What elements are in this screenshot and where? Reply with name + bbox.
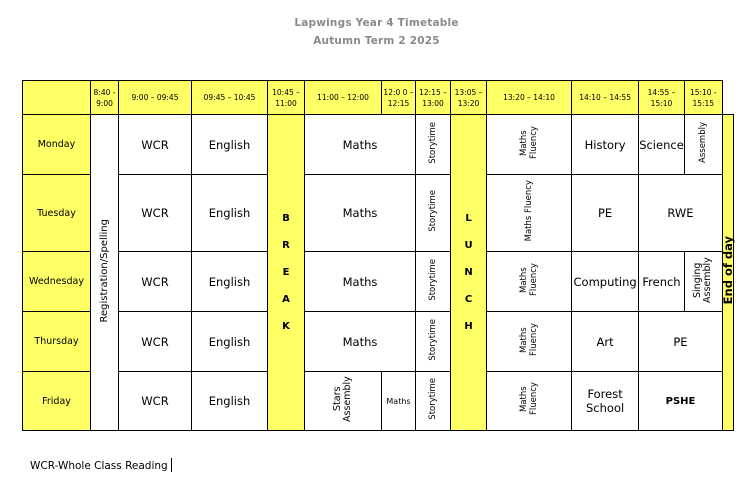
fluency-label: Maths Fluency [524, 180, 534, 242]
day-label-tuesday: Tuesday [23, 175, 91, 252]
registration-label: Registration/Spelling [98, 218, 110, 323]
lesson-cell: Maths [305, 175, 416, 252]
lesson-cell: PE [572, 175, 639, 252]
time-header: 12:15 – 13:00 [416, 81, 451, 115]
storytime-label: Storytime [428, 190, 438, 232]
stars-assembly-label: Stars Assembly [332, 376, 353, 422]
day-label-thursday: Thursday [23, 312, 91, 372]
lunch-cell [451, 115, 487, 431]
fluency-label: Maths Fluency [519, 263, 539, 296]
lesson-cell: English [192, 252, 268, 312]
lesson-cell: WCR [119, 115, 192, 175]
timetable-subtitle: Autumn Term 2 2025 [313, 35, 440, 47]
lesson-cell: Forest School [572, 372, 639, 431]
day-label-friday: Friday [23, 372, 91, 431]
day-label-monday: Monday [23, 115, 91, 175]
lesson-cell: Maths [305, 312, 416, 372]
time-header: 15:10 - 15:15 [684, 81, 722, 115]
timetable-grid [22, 80, 734, 431]
lesson-cell: PSHE [639, 372, 723, 431]
lesson-cell [487, 372, 572, 431]
lesson-cell: Art [572, 312, 639, 372]
storytime-label: Storytime [428, 258, 438, 301]
text-cursor [171, 458, 172, 472]
time-header: 14:55 – 15:10 [639, 81, 685, 115]
key-note[interactable] [30, 458, 172, 472]
lesson-cell: WCR [119, 252, 192, 312]
lesson-cell: English [192, 175, 268, 252]
end-of-day-cell [722, 115, 733, 431]
fluency-label: Maths Fluency [519, 382, 539, 416]
lesson-cell [416, 115, 451, 175]
lesson-cell: French [639, 252, 685, 312]
lesson-cell [416, 175, 451, 252]
lesson-cell [684, 115, 722, 175]
lesson-cell [305, 372, 382, 431]
key-note-text: WCR-Whole Class Reading [30, 460, 168, 472]
lesson-cell: Maths [382, 372, 416, 431]
lesson-cell: WCR [119, 372, 192, 431]
time-header: 9:00 – 09:45 [119, 81, 192, 115]
lesson-cell: History [572, 115, 639, 175]
time-header: 11:00 – 12:00 [305, 81, 382, 115]
lesson-cell [487, 252, 572, 312]
lesson-cell: English [192, 372, 268, 431]
corner-cell [23, 81, 91, 115]
lesson-cell [416, 312, 451, 372]
lesson-cell [684, 252, 722, 312]
storytime-label: Storytime [428, 121, 438, 164]
lesson-cell: PE [639, 312, 723, 372]
time-header: 8:40 - 9:00 [91, 81, 119, 115]
time-header: 09:45 – 10:45 [192, 81, 268, 115]
lesson-cell [487, 175, 572, 252]
time-header: 13:05 – 13:20 [451, 81, 487, 115]
lesson-cell: RWE [639, 175, 723, 252]
end-of-day-label: End of day [720, 236, 735, 305]
lesson-cell [487, 115, 572, 175]
timetable-title: Lapwings Year 4 Timetable [294, 17, 459, 29]
storytime-label: Storytime [428, 378, 438, 420]
break-label: B R E A K [282, 213, 290, 332]
lesson-cell: Maths [305, 252, 416, 312]
lunch-label: L U N C H [464, 213, 473, 332]
lesson-cell: English [192, 312, 268, 372]
time-header: 14:10 – 14:55 [572, 81, 639, 115]
lesson-cell: English [192, 115, 268, 175]
fluency-label: Maths Fluency [519, 323, 539, 356]
time-header: 12:0 0 – 12:15 [382, 81, 416, 115]
day-label-wednesday: Wednesday [23, 252, 91, 312]
assembly-label: Assembly [698, 122, 709, 163]
lesson-cell: WCR [119, 175, 192, 252]
lesson-cell: WCR [119, 312, 192, 372]
lesson-cell: Science [639, 115, 685, 175]
singing-assembly-label: Singing Assembly [692, 256, 714, 303]
registration-cell [91, 115, 119, 431]
fluency-label: Maths Fluency [519, 126, 539, 159]
lesson-cell: Computing [572, 252, 639, 312]
storytime-label: Storytime [428, 318, 438, 361]
time-header: 10:45 – 11:00 [268, 81, 305, 115]
lesson-cell: Maths [305, 115, 416, 175]
lesson-cell [416, 252, 451, 312]
break-cell [268, 115, 305, 431]
lesson-cell [487, 312, 572, 372]
lesson-cell [416, 372, 451, 431]
time-header: 13:20 – 14:10 [487, 81, 572, 115]
